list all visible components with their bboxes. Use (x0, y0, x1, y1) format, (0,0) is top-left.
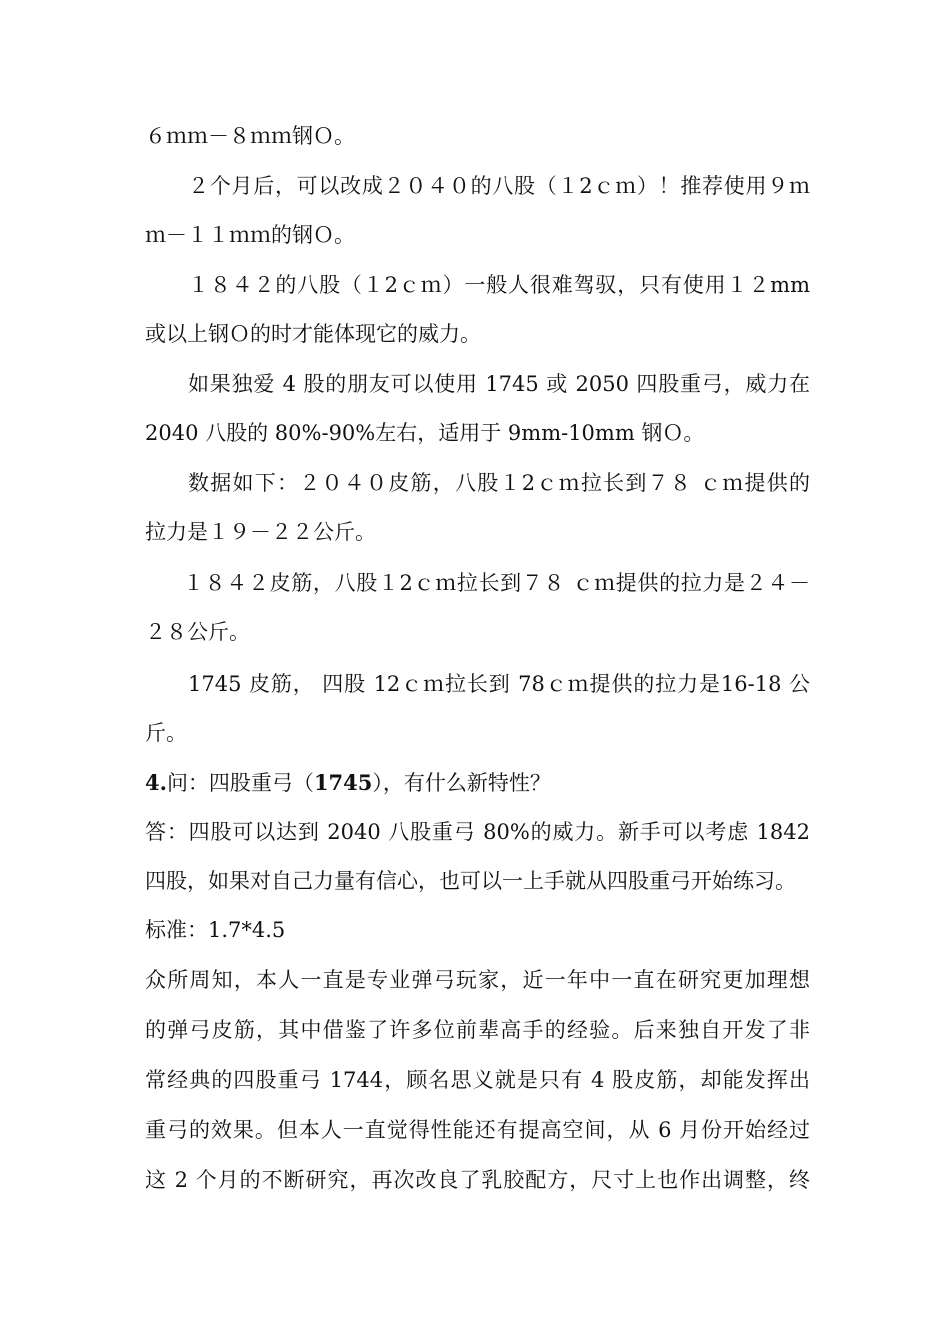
paragraph-line: 拉力是１９－２２公斤。 (145, 520, 376, 544)
paragraph-line: １８４２皮筋，八股１2ｃｍ拉长到７８ ｃｍ提供的拉力是２４－ (183, 571, 810, 595)
paragraph-line: 斤。 (145, 721, 187, 745)
question-suffix: ），有什么新特性？ (372, 771, 551, 795)
paragraph-line: 数据如下：２０４０皮筋，八股１2ｃｍ拉长到７８ ｃｍ提供的 (188, 471, 810, 495)
paragraph-line: ｍ－１１ｍｍ的钢Ｏ。 (145, 223, 355, 247)
paragraph-line: ２８公斤。 (145, 620, 250, 644)
paragraph-line: 如果独爱 4 股的朋友可以使用 1745 或 2050 四股重弓，威力在 (188, 372, 810, 396)
paragraph-line: １８４２的八股（１2ｃｍ）一般人很难驾驭，只有使用１２mm (188, 273, 810, 297)
answer-line: 答：四股可以达到 2040 八股重弓 80%的威力。新手可以考虑 1842 (145, 820, 810, 844)
question-highlight: 1745 (313, 770, 373, 795)
paragraph-line: 的弹弓皮筋，其中借鉴了许多位前辈高手的经验。后来独自开发了非 (145, 1018, 810, 1042)
question-heading (145, 769, 810, 797)
standard-line: 标准：1.7*4.5 (145, 918, 286, 942)
paragraph-line: 这 2 个月的不断研究，再次改良了乳胶配方，尺寸上也作出调整，终 (145, 1168, 810, 1192)
paragraph-line: ２个月后，可以改成２０４０的八股（１2ｃｍ）！推荐使用９ｍ (188, 174, 810, 198)
paragraph-line: 2040 八股的 80%-90%左右，适用于 9mm-10mm 钢Ｏ。 (145, 421, 705, 445)
paragraph-line: 重弓的效果。但本人一直觉得性能还有提高空间，从 6 月份开始经过 (145, 1118, 810, 1142)
answer-line: 四股，如果对自己力量有信心，也可以一上手就从四股重弓开始练习。 (145, 869, 796, 893)
paragraph-line: 众所周知，本人一直是专业弹弓玩家，近一年中一直在研究更加理想 (145, 968, 810, 992)
question-prefix: 问：四股重弓（ (166, 771, 314, 795)
paragraph-line: 常经典的四股重弓 1744，顾名思义就是只有 4 股皮筋，却能发挥出 (145, 1068, 810, 1092)
paragraph-line: 或以上钢Ｏ的时才能体现它的威力。 (145, 322, 481, 346)
paragraph-line: ６ｍｍ－８ｍｍ钢Ｏ。 (145, 124, 355, 148)
question-number: 4. (145, 770, 167, 795)
paragraph-line: 1745 皮筋， 四股 12ｃｍ拉长到 78ｃｍ提供的拉力是16-18 公 (188, 672, 810, 696)
